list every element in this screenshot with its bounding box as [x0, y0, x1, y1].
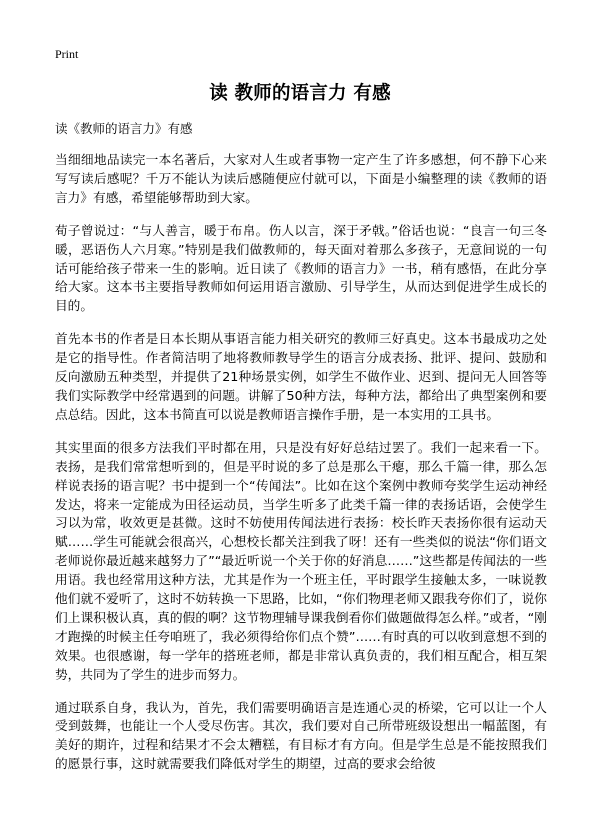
print-link[interactable]: Print: [55, 47, 79, 61]
paragraph-reflection: 通过联系自身，我认为，首先，我们需要明确语言是连通心灵的桥梁，它可以让一个人受到鼓舞，也能让一个人受尽伤害。其次，我们要对自己所带班级设想出一幅蓝图，有美好的期许，过程和结果才不会太糟糕，有目标才有方向。但是学生总是不能按照我们的愿景行事，这时就需要我们降低对学生的期望，过高的要求会给彼: [55, 699, 547, 772]
paragraph-praise-method: 其实里面的很多方法我们平时都在用，只是没有好好总结过罢了。我们一起来看一下。表扬，是我们常常想听到的，但是平时说的多了总是那么干瘪，那么千篇一律，那么怎样说表扬的语言呢？书中提到一个“传闻法”。比如在这个案例中教师夸奖学生运动神经发达，将来一定能成为田径运动员，当学生听多了此类千篇一律的表扬话语，会使学生习以为常，收效更是甚微。这时不妨使用传闻法进行表扬：校长昨天表扬你很有运动天赋……学生可能就会很高兴，心想校长都关注到我了呀！还有一些类似的说法“你们语文老师说你最近越来越努力了”“最近听说一个关于你的好消息……”这些都是传闻法的一些用语。我也经常用这种方法，尤其是作为一个班主任，平时跟学生接触太多，一味说教他们就不爱听了，这时不妨转换一下思路，比如，“你们物理老师又跟我夸你们了，说你们上课积极认真，真的假的啊？这节物理辅导课我倒看你们做题做得怎么样。”或者，“刚才跑操的时候主任夸咱班了，我必须得给你们点个赞”……有时真的可以收到意想不到的效果。也很感谢，每一学年的搭班老师，都是非常认真负责的，我们相互配合，相互架势，共同为了学生的进步而努力。: [55, 439, 547, 682]
paragraph-book-overview: 首先本书的作者是日本长期从事语言能力相关研究的教师三好真史。这本书最成功之处是它的指导性。作者简洁明了地将教师教导学生的语言分成表扬、批评、提问、鼓励和反向激励五种类型，并提供了21种场景实例，如学生不做作业、迟到、提问无人回答等我们实际教学中经常遇到的问题。讲解了50种方法，每种方法，都给出了典型案例和要点总结。因此，这本书简直可以说是教师语言操作手册，是一本实用的工具书。: [55, 331, 547, 422]
paragraph-intro: 当细细地品读完一本名著后，大家对人生或者事物一定产生了许多感想，何不静下心来写写读后感呢？千万不能认为读后感随便应付就可以，下面是小编整理的读《教师的语言力》有感，希望能够帮助到大家。: [55, 152, 547, 205]
document-body: [55, 120, 547, 788]
document-subtitle: 读《教师的语言力》有感: [55, 121, 193, 136]
paragraph-xunzi-quote: 荀子曾说过：“与人善言，暖于布帛。伤人以言，深于矛戟。”俗话也说：“良言一句三冬暖，恶语伤人六月寒。”特别是我们做教师的，每天面对着那么多孩子，无意间说的一句话可能给孩子带来一生的影响。近日读了《教师的语言力》一书，稍有感悟，在此分享给大家。这本书主要指导教师如何运用语言激励、引导学生，从而达到促进学生成长的目的。: [55, 222, 547, 314]
document-title: 读 教师的语言力 有感: [209, 83, 391, 104]
